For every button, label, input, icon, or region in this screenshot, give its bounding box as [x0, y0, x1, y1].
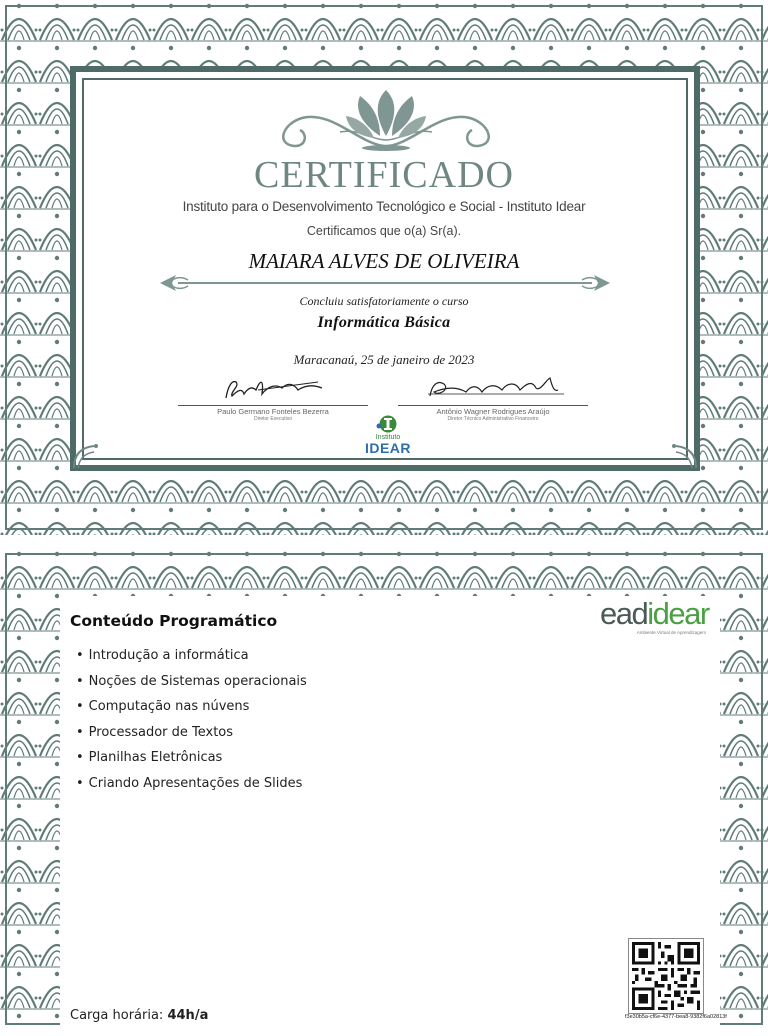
logo-part-idear: idear: [647, 596, 709, 631]
eadidear-logo: [600, 598, 710, 635]
qr-code-icon[interactable]: [628, 938, 704, 1014]
signature-block-director: [178, 374, 368, 422]
handwritten-signature-icon: [408, 374, 578, 404]
signature-line: [398, 405, 588, 406]
logo-tagline: Ambiente Virtual de Aprendizagem: [636, 630, 706, 635]
ornament-flourish-icon: [262, 88, 510, 154]
list-item: • Computação nas núvens: [76, 697, 307, 723]
eadidear-wordmark: [600, 598, 710, 630]
program-title: Conteúdo Programático: [70, 612, 278, 630]
handwritten-signature-icon: [198, 374, 348, 404]
list-item: • Noções de Sistemas operacionais: [76, 672, 307, 698]
list-item: • Processador de Textos: [76, 723, 307, 749]
workload-label: Carga horária:: [70, 1008, 164, 1023]
certify-statement: Certificamos que o(a) Sr(a).: [306, 224, 462, 238]
course-name: Informática Básica: [317, 314, 451, 331]
workload-value: 44h/a: [167, 1008, 209, 1023]
qr-matrix-icon: [632, 942, 700, 1010]
program-topics-list: [76, 646, 307, 800]
list-item: • Planilhas Eletrônicas: [76, 748, 307, 774]
workload: [70, 1008, 208, 1023]
signatory-name: Antônio Wagner Rodrigues Araújo: [436, 407, 550, 416]
instituto-idear-logo: [356, 414, 420, 455]
signatory-role: Diretor Técnico Administrativo Financeiro: [447, 416, 539, 422]
signature-block-technical-director: [398, 374, 588, 422]
logo-subtitle: Instituto: [375, 434, 401, 441]
list-item: • Introdução a informática: [76, 646, 307, 672]
list-item: • Criando Apresentações de Slides: [76, 774, 307, 800]
institute-name: Instituto para o Desenvolvimento Tecnológico e Social - Instituto Idear: [182, 199, 586, 214]
idear-emblem-icon: [373, 414, 403, 434]
signatory-name: Paulo Germano Fonteles Bezerra: [217, 407, 329, 416]
place-and-date: Maracanaú, 25 de janeiro de 2023: [293, 352, 475, 367]
concluded-statement: Concluiu satisfatoriamente o curso: [299, 294, 469, 308]
student-name: MAIARA ALVES DE OLIVEIRA: [248, 249, 520, 273]
name-divider-icon: [158, 272, 612, 294]
certificate-title: CERTIFICADO: [254, 154, 514, 196]
logo-wordmark: IDEAR: [364, 440, 412, 456]
logo-part-ead: ead: [600, 596, 648, 631]
corner-flourish-icon: [668, 440, 698, 470]
signatory-role: Diretor Executivo: [253, 416, 293, 422]
corner-flourish-icon: [72, 440, 102, 470]
signature-line: [178, 405, 368, 406]
verification-code: f3e30b5a-cf6e-4377-bea8-9382f6a02813f: [625, 1014, 727, 1020]
